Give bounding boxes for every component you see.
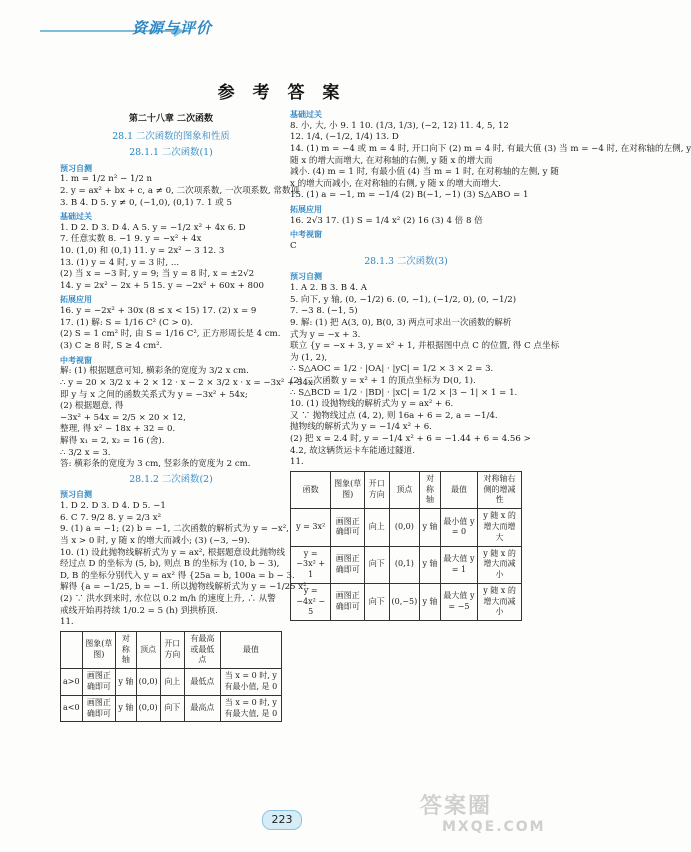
label-basic-r: 基础过关	[290, 109, 322, 119]
watermark-logo: 答案圈	[420, 794, 493, 819]
answer-line: 1. D 2. D 3. D 4. A 5. y = −1/2 x² + 4x 6. D	[60, 222, 246, 233]
subsection-title-3: 28.1.3 二次函数(3)	[364, 255, 448, 267]
table-cell: y 轴	[420, 509, 441, 546]
answer-line: 7. −3 8. (−1, 5)	[290, 306, 358, 317]
table-cell: y = −3x² + 1	[291, 546, 331, 583]
page-header	[40, 18, 240, 40]
table-cell: 最低点	[184, 669, 220, 696]
answers-preview-r	[290, 283, 560, 457]
answer-line: 戒线开始再持续 1/0.2 = 5 (h) 到拱桥顶.	[60, 605, 218, 616]
answer-line: 10. (1) 设抛物线的解析式为 y = ax² + 6.	[290, 399, 454, 410]
table-cell: 向下	[160, 695, 184, 722]
table-cell: 向下	[365, 546, 389, 583]
answers-preview	[60, 174, 300, 209]
table-cell: y 轴	[116, 669, 137, 696]
table-cell: (0,−5)	[389, 583, 420, 620]
answer-line: 12. 1/4, (−1/2, 1/4) 13. D	[290, 132, 399, 143]
answer-line: 17. (1) 解: S = 1/16 C² (C > 0).	[60, 317, 194, 328]
answer-line: 为 (1, 2),	[290, 352, 328, 363]
answer-line: ∴ 3/2 x = 3.	[60, 447, 111, 458]
table-caption: 11.	[60, 617, 74, 628]
label-extension: 拓展应用	[60, 294, 92, 305]
table-row	[291, 546, 522, 583]
label-preview-r: 预习自测	[290, 271, 322, 282]
answer-line: 9. (1) a = −1; (2) b = −1, 二次函数的解析式为 y = −x²,	[60, 524, 289, 535]
table-cell: 画图正确即可	[331, 509, 365, 546]
table-header-cell: 开口方向	[160, 631, 184, 668]
answer-line: 16. y = −2x² + 30x (8 ≤ x < 15) 17. (2) x = 9	[60, 306, 257, 317]
answer-line: (2) 当 x = −3 时, y = 9; 当 y = 8 时, x = ±2√2	[60, 269, 255, 280]
answer-line: 3. B 4. D 5. y ≠ 0, (−1,0), (0,1) 7. 1 或 5	[60, 197, 232, 208]
answer-line: 13. (1) y = 4 时, y = 3 时, ...	[60, 257, 180, 268]
watermark-url: MXQE.COM	[442, 818, 546, 835]
table-cell: a<0	[61, 695, 83, 722]
answer-line: 1. D 2. D 3. D 4. D 5. −1	[60, 501, 166, 512]
table-cell: y 随 x 的增大而减小	[478, 546, 522, 583]
table-cell: 最高点	[184, 695, 220, 722]
answer-table-left	[60, 631, 282, 723]
subsection-title: 28.1.1 二次函数(1)	[129, 146, 213, 158]
chapter-title: 第二十八章 二次函数	[128, 114, 214, 124]
answer-line: 1. A 2. B 3. B 4. A	[290, 283, 367, 294]
table-header-cell: 对称轴	[420, 471, 441, 508]
table-header-cell: 最值	[440, 471, 477, 508]
answer-line: (2) 把 x = 2.4 时, y = −1/4 x² + 6 = −1.44 + 6 = 4.56 >	[290, 433, 531, 444]
answers-basic-r	[290, 120, 691, 202]
answer-line: (2) S = 1 cm² 时, 由 S = 1/16 C², 正方形周长是 4 cm.	[60, 329, 281, 340]
table-cell: 向下	[365, 583, 389, 620]
answers-exam-r	[290, 241, 522, 253]
table-cell: (0,0)	[136, 695, 160, 722]
table-cell: 向上	[365, 509, 389, 546]
table-cell: 最小值 y = 0	[440, 509, 477, 546]
answer-line: −3x² + 54x = 2/5 × 20 × 12,	[60, 412, 186, 423]
table-row	[61, 695, 282, 722]
table-cell: y 轴	[420, 546, 441, 583]
table-cell: y 随 x 的增大而增大	[478, 509, 522, 546]
answer-line: 15. (1) a = −1, m = −1/4 (2) B(−1, −1) (3) S△ABO = 1	[290, 190, 529, 201]
answer-line: ∴ S△BCD = 1/2 · |BD| · |xC| = 1/2 × |3 − 1| × 1 = 1.	[290, 387, 518, 398]
answer-line: 6. C 7. 9/2 8. y = 2/3 x²	[60, 512, 162, 523]
table-row	[61, 669, 282, 696]
label-preview-2: 预习自测	[60, 489, 92, 500]
answer-line: 解得 {a = −1/25, b = −1. 所以抛物线解析式为 y = −1/25 x².	[60, 582, 310, 593]
label-exam-r: 中考视窗	[290, 229, 322, 240]
table-cell: y 轴	[116, 695, 137, 722]
answer-line: 经过点 D 的坐标为 (5, b), 则点 B 的坐标为 (10, b − 3),	[60, 559, 280, 570]
header-title: 资源与评价	[132, 19, 213, 37]
answer-line: 解得 x₁ = 2, x₂ = 16 (舍).	[60, 435, 165, 446]
table-header-cell: 开口方向	[365, 471, 389, 508]
answer-line: 16. 2√3 17. (1) S = 1/4 x² (2) 16 (3) 4 倍 8 倍	[290, 215, 483, 226]
table-header-cell: 对称轴右侧的增减性	[478, 471, 522, 508]
table-cell: 最大值 y = 1	[440, 546, 477, 583]
answer-line: 1. m = 1/2 n² − 1/2 n	[60, 174, 153, 185]
table-cell: a>0	[61, 669, 83, 696]
answer-line: (2) ∵ 洪水到来时, 水位以 0.2 m/h 的速度上升, ∴ 从警	[60, 594, 276, 604]
answer-line: 抛物线的解析式为 y = −1/4 x² + 6.	[290, 422, 432, 433]
table-header-cell: 顶点	[136, 631, 160, 668]
answers-extension-r	[290, 216, 522, 228]
table-header-cell	[61, 631, 83, 668]
answer-line: 答: 横彩条的宽度为 3 cm, 竖彩条的宽度为 2 cm.	[60, 459, 251, 470]
answer-line: ∴ S△AOC = 1/2 · |OA| · |yC| = 1/2 × 3 × 2 = 3.	[290, 364, 494, 375]
answer-line: 8. 小, 大, 小 9. 1 10. (1/3, 1/3), (−2, 12) 11. 4, 5, 12	[290, 120, 509, 131]
table-cell: y = 3x²	[291, 509, 331, 546]
answers-extension	[60, 306, 282, 352]
label-exam: 中考视窗	[60, 354, 92, 365]
answers-preview-2	[60, 501, 310, 617]
answer-line: 5. 向下, y 轴, (0, −1/2) 6. (0, −1), (−1/2, 0), (0, −1/2)	[290, 294, 517, 305]
table-cell: 画图正确即可	[82, 695, 116, 722]
table-row	[291, 509, 522, 546]
answer-line: 随 x 的增大而增大, 在对称轴的右侧, y 随 x 的增大而	[290, 155, 493, 166]
answer-line: 14. y = 2x² − 2x + 5 15. y = −2x² + 60x + 800	[60, 280, 264, 291]
subsection-title-2: 28.1.2 二次函数(2)	[129, 473, 213, 485]
table-header-cell: 顶点	[389, 471, 420, 508]
answer-line: (2) 根据题意, 得	[60, 401, 124, 412]
answer-line: (3) C ≥ 8 时, S ≥ 4 cm².	[60, 341, 163, 352]
answer-table-right	[290, 471, 522, 622]
answer-line: 10. (1,0) 和 (0,1) 11. y = 2x² − 3 12. 3	[60, 246, 225, 257]
answer-line: 10. (1) 设此抛物线解析式为 y = ax², 根据题意设此抛物线	[60, 547, 286, 558]
answer-line: 7. 任意实数 8. −1 9. y = −x² + 4x	[60, 234, 202, 245]
label-basic: 基础过关	[60, 211, 92, 222]
answer-line: 减小. (4) m = 1 时, 有最小值 (4) 当 m = 1 时, 在对称轴的左侧, y 随	[290, 167, 559, 178]
table-cell: 画图正确即可	[82, 669, 116, 696]
answer-line: ∴ y = 20 × 3/2 x + 2 × 12 · x − 2 × 3/2 x · x = −3x² + 54x.	[60, 378, 316, 389]
table-header-cell: 对称轴	[116, 631, 137, 668]
answer-line: 4.2, 故这辆货运卡车能通过隧道.	[290, 445, 415, 456]
answer-line: 即 y 与 x 之间的函数关系式为 y = −3x² + 54x;	[60, 389, 248, 400]
label-preview: 预习自测	[60, 162, 92, 173]
answer-line: 整理, 得 x² − 18x + 32 = 0.	[60, 424, 176, 435]
table-header-cell: 最值	[220, 631, 281, 668]
watermark	[420, 792, 546, 837]
table-header-cell: 有最高或最低点	[184, 631, 220, 668]
answer-line: 当 x > 0 时, y 随 x 的增大而减小; (3) (−3, −9).	[60, 536, 250, 547]
answer-line: (2) 二次函数 y = x² + 1 的顶点坐标为 D(0, 1).	[290, 375, 476, 386]
page-title: 参 考 答 案	[217, 83, 346, 103]
table-cell: y 轴	[420, 583, 441, 620]
answers-basic	[60, 223, 282, 293]
table-cell: 画图正确即可	[331, 546, 365, 583]
answer-line: D, B 的坐标分别代入 y = ax² 得 {25a = b, 100a = b − 3.	[60, 570, 295, 581]
answer-line: 9. 解: (1) 把 A(3, 0), B(0, 3) 两点可求出一次函数的解析	[290, 318, 512, 328]
answer-line: 解: (1) 根据题意可知, 横彩条的宽度为 3/2 x cm.	[60, 366, 249, 377]
answer-line: C	[290, 241, 297, 252]
label-extension-r: 拓展应用	[290, 203, 322, 214]
table-cell: (0,1)	[389, 546, 420, 583]
answer-line: 14. (1) m = −4 或 m = 4 时, 开口向下 (2) m = 4 时, 有最大值 (3) 当 m = −4 时, 在对称轴的左侧, y	[290, 143, 691, 154]
table-caption-r: 11.	[290, 457, 304, 468]
table-header-cell: 图象(草图)	[331, 471, 365, 508]
table-cell: (0,0)	[136, 669, 160, 696]
table-cell: 最大值 y = −5	[440, 583, 477, 620]
answer-line: 2. y = ax² + bx + c, a ≠ 0, 二次项系数, 一次项系数, 常数项	[60, 185, 300, 196]
table-header-cell: 图象(草图)	[82, 631, 116, 668]
table-row	[291, 583, 522, 620]
table-cell: 画图正确即可	[331, 583, 365, 620]
table-cell: 当 x = 0 时, y 有最大值, 是 0	[220, 695, 281, 722]
answer-line: x 的增大而减小, 在对称轴的右侧, y 随 x 的增大而增大.	[290, 178, 502, 189]
table-cell: 向上	[160, 669, 184, 696]
table-cell: 当 x = 0 时, y 有最小值, 是 0	[220, 669, 281, 696]
answer-line: 联立 {y = −x + 3, y = x² + 1, 并根据图中点 C 的位置, 得 C 点坐标	[290, 341, 560, 352]
answer-line: 又 ∵ 抛物线过点 (4, 2), 则 16a + 6 = 2, a = −1/4.	[290, 410, 498, 421]
page-number: 223	[262, 810, 302, 830]
table-cell: y = −4x² − 5	[291, 583, 331, 620]
table-header-cell: 函数	[291, 471, 331, 508]
table-cell: y 随 x 的增大而减小	[478, 583, 522, 620]
right-column	[290, 107, 691, 621]
table-cell: (0,0)	[389, 509, 420, 546]
section-title: 28.1 二次函数的图象和性质	[112, 131, 230, 143]
answer-line: 式为 y = −x + 3.	[290, 329, 361, 340]
